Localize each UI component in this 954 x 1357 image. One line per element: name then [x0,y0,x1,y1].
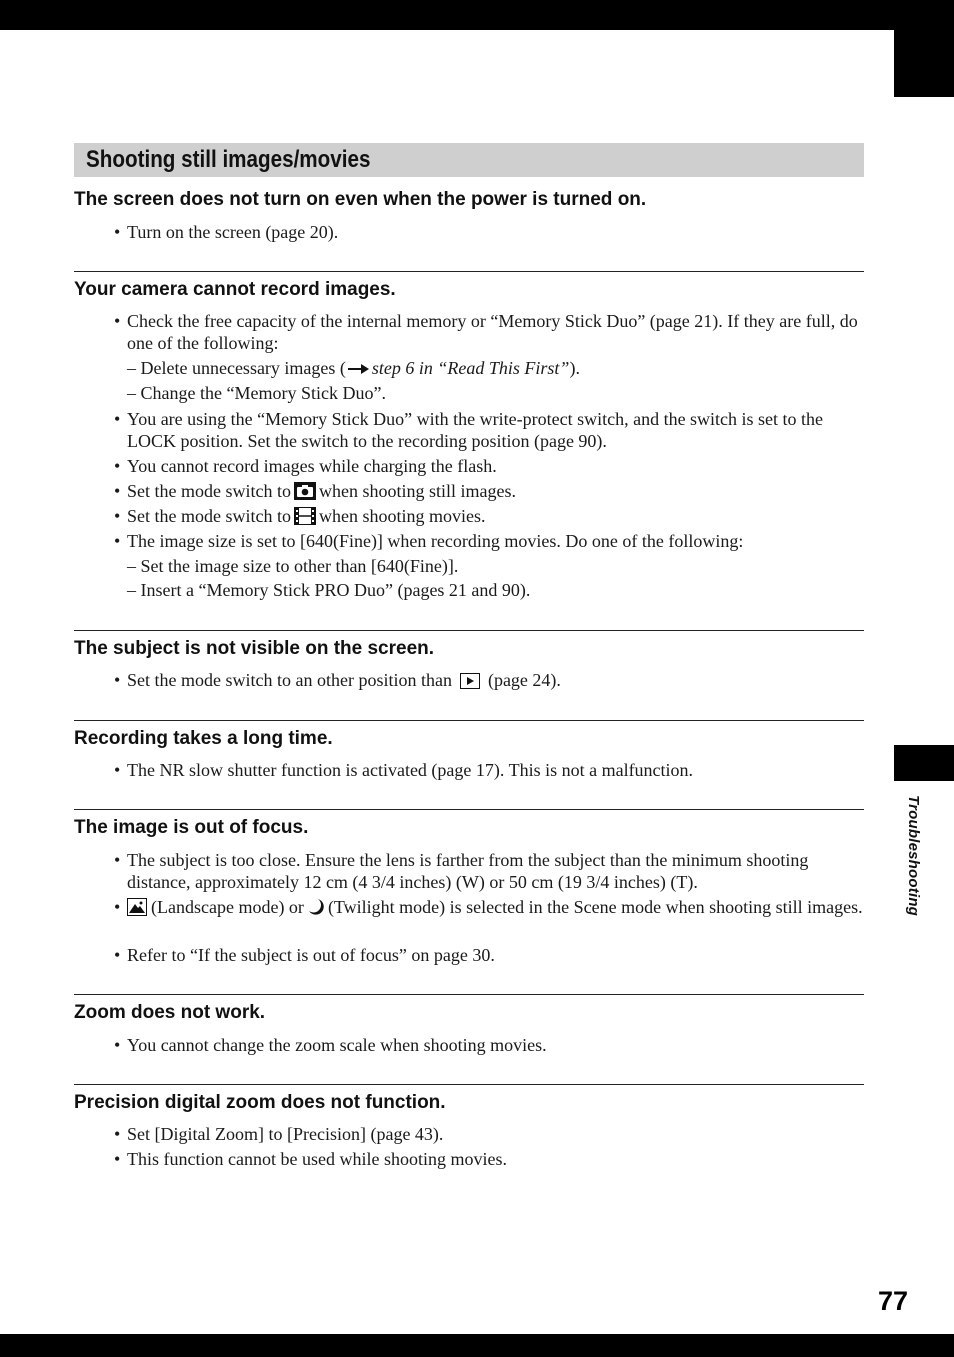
list-item: • (Landscape mode) or (Twilight mode) is selected in the Scene mode when shooting still images. [114,897,863,917]
top-black-bar [0,0,954,30]
sub-list-item: – Insert a “Memory Stick PRO Duo” (pages 21 and 90). [127,580,531,600]
list-item: • You are using the “Memory Stick Duo” with the write-protect switch, and the switch is set to the LOCK position. Set the switch to the recording position (page 90). [114,409,824,451]
twilight-mode-icon [307,898,325,916]
playback-icon [460,673,480,689]
right-arrow-icon [348,363,370,375]
chapter-index-tab [894,745,954,781]
section-header [74,143,864,177]
list-item: • The image size is set to [640(Fine)] when recording movies. Do one of the following: [114,531,744,551]
item-heading-precision-zoom: Precision digital zoom does not function. [74,1092,446,1113]
divider [74,720,864,721]
landscape-mode-icon [127,898,147,916]
movie-mode-icon [294,507,316,525]
list-item: • Check the free capacity of the internal memory or “Memory Stick Duo” (page 21). If they are full, do one of the following: [114,311,858,353]
item-heading-long-time: Recording takes a long time. [74,728,333,749]
chapter-side-label: Troubleshooting [905,795,922,917]
list-item: • Set the mode switch to an other position than (page 24). [114,670,561,690]
cross-reference-link: step 6 in “Read This First” [371,358,570,378]
item-heading-cannot-record: Your camera cannot record images. [74,279,396,300]
top-chapter-tab [894,30,954,97]
section-title: Shooting still images/movies [86,146,371,173]
divider [74,1084,864,1085]
list-item: • Set [Digital Zoom] to [Precision] (page 43). [114,1124,444,1144]
divider [74,809,864,810]
item-heading-screen-power: The screen does not turn on even when the power is turned on. [74,189,647,210]
list-item: • Turn on the screen (page 20). [114,222,339,242]
list-item: • Refer to “If the subject is out of focus” on page 30. [114,945,495,965]
bottom-black-bar [0,1334,954,1357]
list-item: • The NR slow shutter function is activated (page 17). This is not a malfunction. [114,760,694,780]
page-number: 77 [878,1286,909,1316]
list-item: • The subject is too close. Ensure the lens is farther from the subject than the minimum shooting distance, approximately 12 cm (4 3/4 inches) (W) or 50 cm (19 3/4 inches) (T). [114,850,809,892]
list-item: • You cannot change the zoom scale when shooting movies. [114,1035,547,1055]
camera-mode-icon [294,482,316,500]
item-heading-not-visible: The subject is not visible on the screen. [74,638,435,659]
sub-list-item: – Set the image size to other than [640(Fine)]. [127,556,459,576]
list-item: • You cannot record images while charging the flash. [114,456,497,476]
divider [74,630,864,631]
item-heading-zoom: Zoom does not work. [74,1002,266,1023]
sub-list-item: – Delete unnecessary images ( step 6 in “Read This First”). [127,358,580,378]
divider [74,994,864,995]
sub-list-item: – Change the “Memory Stick Duo”. [127,383,386,403]
list-item: • This function cannot be used while shooting movies. [114,1149,507,1169]
list-item: • Set the mode switch to when shooting still images. [114,481,516,501]
item-heading-out-of-focus: The image is out of focus. [74,817,309,838]
list-item: • Set the mode switch to when shooting movies. [114,506,486,526]
divider [74,271,864,272]
